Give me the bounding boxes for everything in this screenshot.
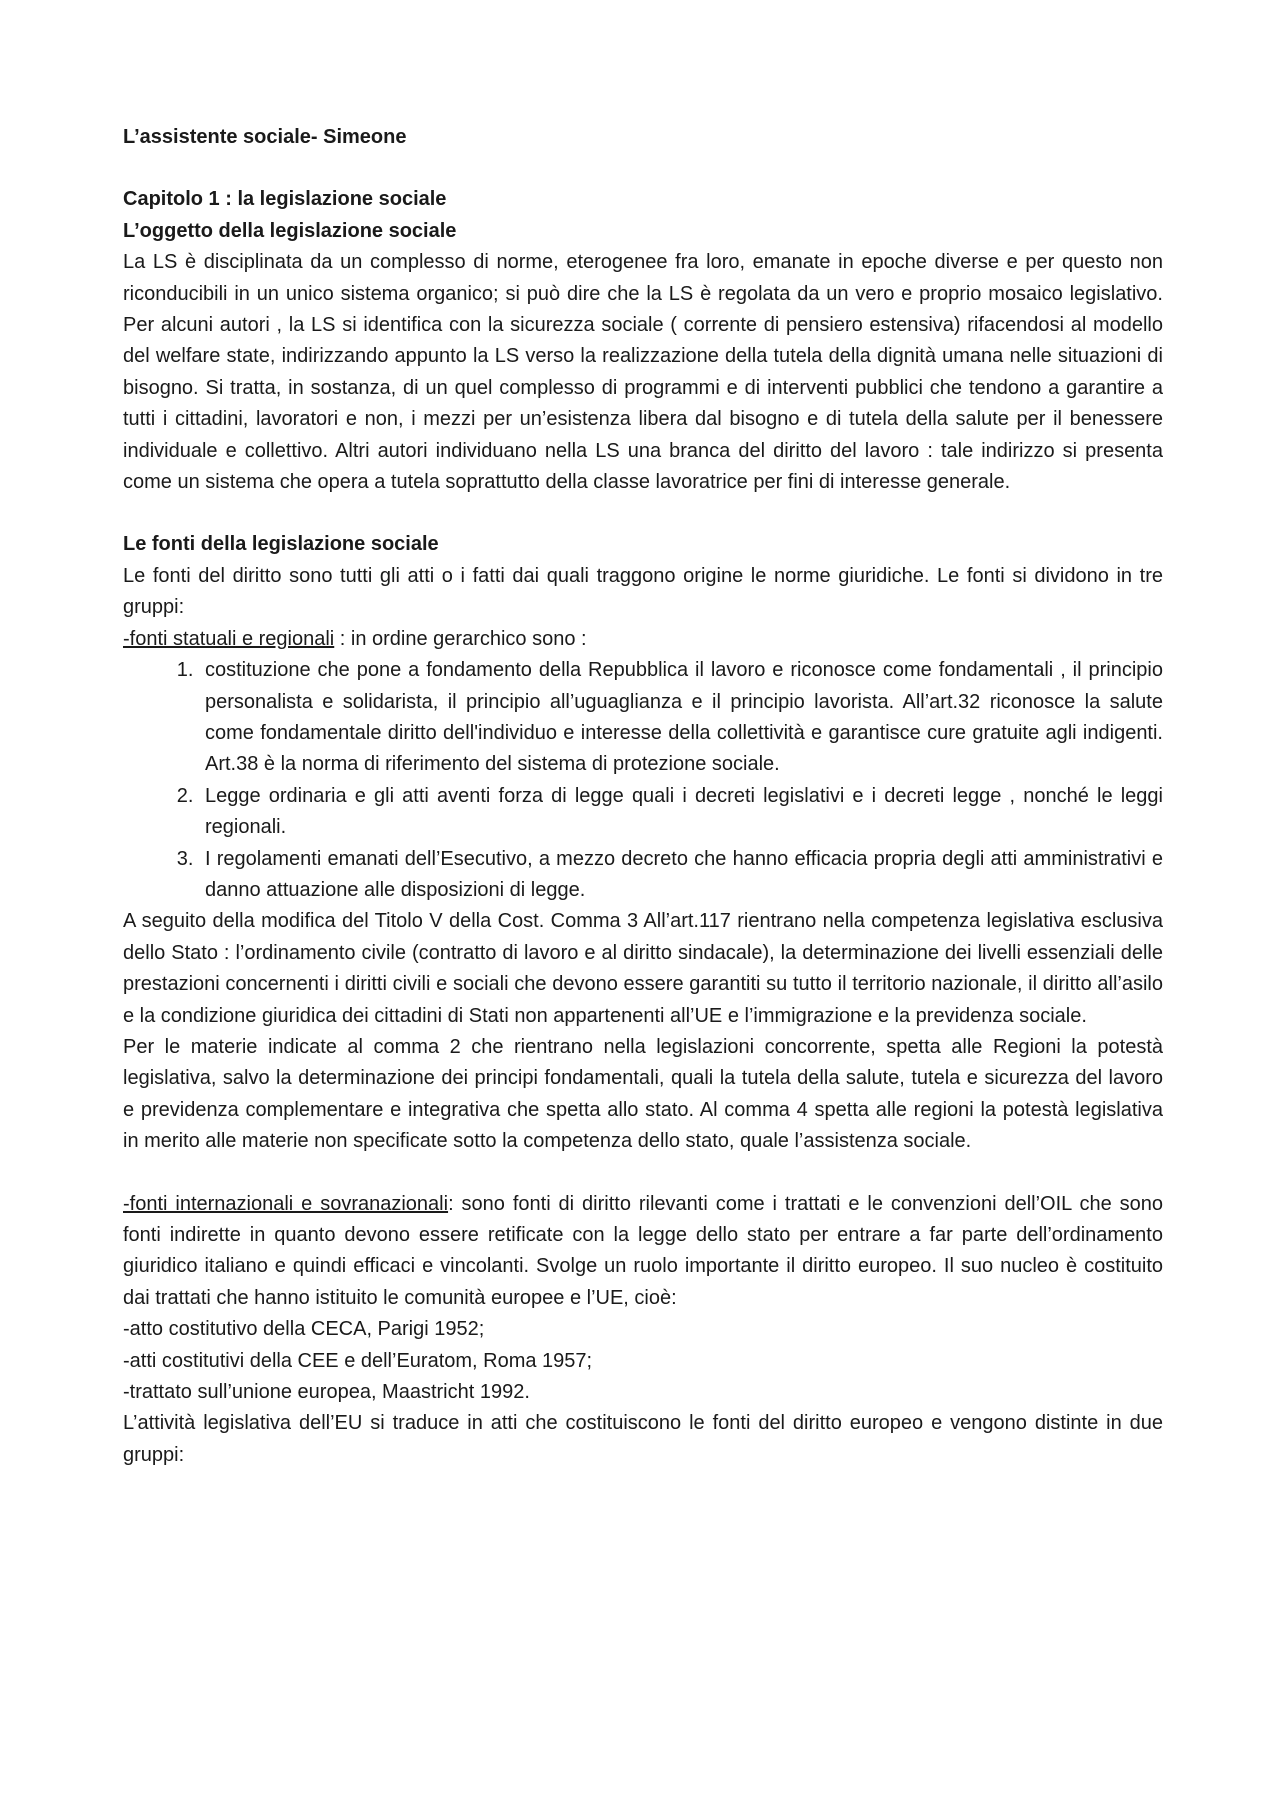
fonti-group-internazionali	[123, 1189, 1163, 1315]
fonti-group-statuali-text: : in ordine gerarchico sono :	[334, 627, 587, 650]
list-item: 2. Legge ordinaria e gli atti aventi forza di legge quali i decreti legislativi e i decreti legge , nonché le leggi regionali.	[199, 781, 1163, 844]
paragraph-closing: L’attività legislativa dell’EU si traduce in atti che costituiscono le fonti del diritto europeo e vengono distinte in due gruppi:	[123, 1412, 1163, 1466]
treaty-item: -trattato sull’unione europea, Maastricht 1992.	[123, 1381, 530, 1404]
chapter-heading: Capitolo 1 : la legislazione sociale	[123, 188, 447, 211]
fonti-intro: Le fonti del diritto sono tutti gli atti o i fatti dai quali traggono origine le norme giuridiche. Le fonti si dividono in tre gruppi:	[123, 564, 1163, 619]
list-item: 3. I regolamenti emanati dell’Esecutivo, a mezzo decreto che hanno efficacia propria degli atti amministrativi e danno attuazione alle disposizioni di legge.	[199, 844, 1163, 907]
section-heading-fonti: Le fonti della legislazione sociale	[123, 533, 439, 556]
spacer	[123, 498, 1163, 529]
spacer	[123, 1158, 1163, 1189]
spacer	[123, 153, 1163, 184]
document-page	[123, 122, 1163, 1471]
list-item: 1. costituzione che pone a fondamento della Repubblica il lavoro e riconosce come fondamentali , il principio personalista e solidarista, il principio all’uguaglianza e il principio lavorista. All’art.32 riconosce la salute come fondamentale diritto dell'individuo e interesse della collettività e garantisce cure gratuite agli indigenti. Art.38 è la norma di riferimento del sistema di protezione sociale.	[199, 655, 1163, 781]
document-title: L’assistente sociale- Simeone	[123, 126, 407, 148]
fonti-group-statuali-label: -fonti statuali e regionali	[123, 627, 335, 650]
paragraph-comma-2: Per le materie indicate al comma 2 che rientrano nella legislazioni concorrente, spetta alle Regioni la potestà legislativa, salvo la determinazione dei principi fondamentali, quali la tutela della salute, tutela e sicurezza del lavoro e previdenza complementare e integrativa che spetta allo stato. Al comma 4 spetta alle regioni la potestà legislativa in merito alle materie non specificate sotto la competenza dello stato, quale l’assistenza sociale.	[123, 1035, 1163, 1153]
fonti-group-statuali	[123, 624, 1163, 655]
treaty-item: -atti costitutivi della CEE e dell’Euratom, Roma 1957;	[123, 1349, 593, 1372]
fonti-group-internazionali-text: : sono fonti di diritto rilevanti come i trattati e le convenzioni dell’OIL che sono fonti indirette in quanto devono essere retificate con la legge dello stato per entrare a far parte dell’ordinamento giuridico italiano e quindi efficaci e vincolanti. Svolge un ruolo importante il diritto europeo. Il suo nucleo è costituito dai trattati che hanno istituito le comunità europee e l’UE, cioè:	[123, 1192, 1163, 1309]
section-oggetto-body: La LS è disciplinata da un complesso di norme, eterogenee fra loro, emanate in epoche diverse e per questo non riconducibili in un unico sistema organico; si può dire che la LS è regolata da un vero e proprio mosaico legislativo. Per alcuni autori , la LS si identifica con la sicurezza sociale ( corrente di pensiero estensiva) rifacendosi al modello del welfare state, indirizzando appunto la LS verso la realizzazione della tutela della dignità umana nelle situazioni di bisogno. Si tratta, in sostanza, di un quel complesso di programmi e di interventi pubblici che tendono a garantire a tutti i cittadini, lavoratori e non, i mezzi per un’esistenza libera dal bisogno e di tutela della salute per il benessere individuale e collettivo. Altri autori individuano nella LS una branca del diritto del lavoro : tale indirizzo si presenta come un sistema che opera a tutela soprattutto della classe lavoratrice per fini di interesse generale.	[123, 251, 1163, 494]
treaty-item: -atto costitutivo della CECA, Parigi 1952;	[123, 1318, 485, 1341]
fonti-hierarchy-list	[123, 655, 1163, 906]
fonti-group-internazionali-label: -fonti internazionali e sovranazionali	[123, 1192, 449, 1215]
section-heading-oggetto: L’oggetto della legislazione sociale	[123, 219, 457, 242]
paragraph-titolo-v: A seguito della modifica del Titolo V della Cost. Comma 3 All’art.117 rientrano nella competenza legislativa esclusiva dello Stato : l’ordinamento civile (contratto di lavoro e al diritto sindacale), la determinazione dei livelli essenziali delle prestazioni concernenti i diritti civili e sociali che devono essere garantiti su tutto il territorio nazionale, il diritto all’asilo e la condizione giuridica dei cittadini di Stati non appartenenti all’UE e l’immigrazione e la previdenza sociale.	[123, 910, 1163, 1027]
